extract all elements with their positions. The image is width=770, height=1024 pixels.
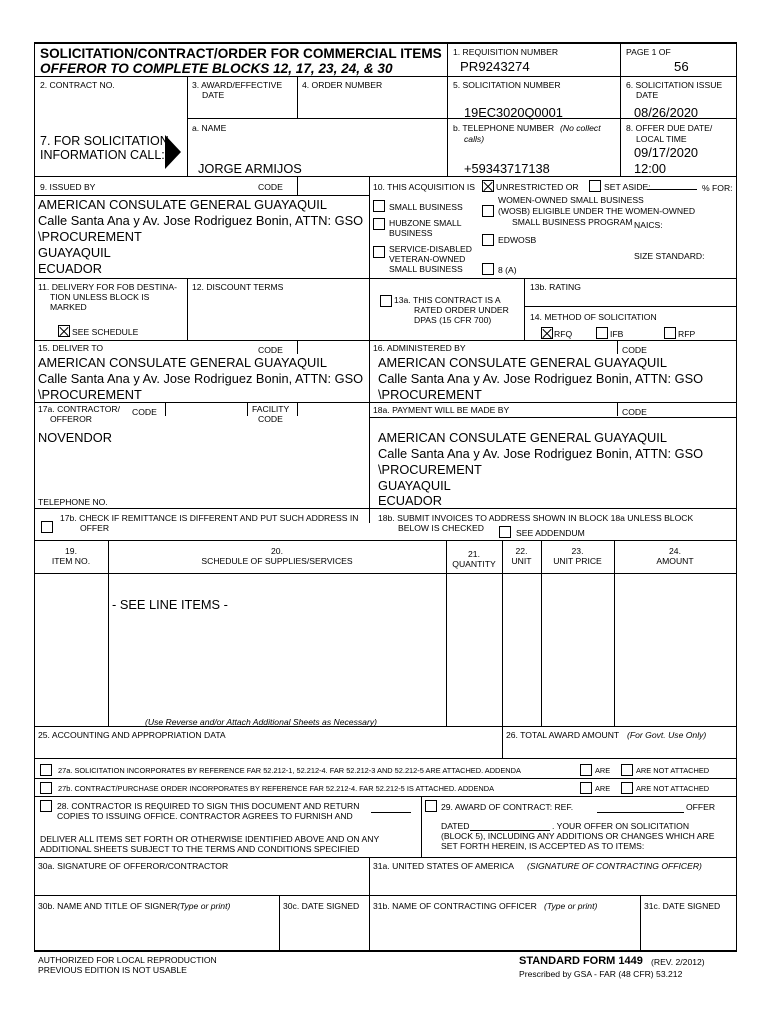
address-line: AMERICAN CONSULATE GENERAL GUAYAQUIL bbox=[378, 355, 667, 370]
col-supplies-label: SCHEDULE OF SUPPLIES/SERVICES bbox=[201, 556, 353, 566]
address-line: \PROCUREMENT bbox=[378, 387, 482, 402]
telephone-no-label: TELEPHONE NO. bbox=[38, 497, 108, 507]
administered-by-label: 16. ADMINISTERED BY bbox=[373, 343, 466, 353]
col-unit-num: 22. bbox=[515, 546, 528, 556]
arrow-right-icon bbox=[165, 135, 181, 169]
wosb-checkbox[interactable] bbox=[482, 205, 494, 217]
award-date-label: 3. AWARD/EFFECTIVE bbox=[192, 80, 283, 90]
issue-date-label: 6. SOLICITATION ISSUE bbox=[626, 80, 723, 90]
footer-previous-edition: PREVIOUS EDITION IS NOT USABLE bbox=[38, 965, 187, 975]
prescribed-by: Prescribed by GSA - FAR (48 CFR) 53.212 bbox=[519, 969, 683, 979]
small-business-label: SMALL BUSINESS bbox=[389, 202, 463, 212]
deliver-to-label: 15. DELIVER TO bbox=[38, 343, 104, 353]
contact-name-value[interactable]: JORGE ARMIJOS bbox=[198, 161, 302, 176]
delivery-fob-label: 11. DELIVERY FOR FOB DESTINA- bbox=[38, 282, 177, 292]
offer-due-label: 8. OFFER DUE DATE/ bbox=[626, 123, 713, 133]
schedule-footnote: (Use Reverse and/or Attach Additional Sheets as Necessary) bbox=[145, 717, 377, 727]
sdvosb-label-2: VETERAN-OWNED bbox=[389, 254, 466, 264]
see-schedule-checkbox[interactable] bbox=[58, 325, 70, 337]
solicitation-number-label: 5. SOLICITATION NUMBER bbox=[453, 80, 561, 90]
27b-are-label: ARE bbox=[595, 784, 611, 793]
contracting-officer-name-label: 31b. NAME OF CONTRACTING OFFICER bbox=[373, 901, 537, 911]
issued-by-label: 9. ISSUED BY bbox=[40, 182, 96, 192]
usa-signature-label: 31a. UNITED STATES OF AMERICA bbox=[373, 861, 515, 871]
col-item-label: ITEM NO. bbox=[51, 556, 91, 566]
address-line: \PROCUREMENT bbox=[38, 387, 142, 402]
address-line: \PROCUREMENT bbox=[378, 462, 482, 477]
wosb-label-2: (WOSB) ELIGIBLE UNDER THE WOMEN-OWNED bbox=[498, 206, 696, 216]
col-supplies-num: 20. bbox=[271, 546, 283, 556]
remittance-label: 17b. CHECK IF REMITTANCE IS DIFFERENT AND PUT SUCH ADDRESS IN bbox=[60, 513, 359, 523]
col-quantity-num: 21. bbox=[468, 549, 480, 559]
rated-order-checkbox[interactable] bbox=[380, 295, 392, 307]
see-addendum-label: SEE ADDENDUM bbox=[516, 528, 585, 538]
delivery-fob-label-3: MARKED bbox=[50, 302, 87, 312]
award-checkbox[interactable] bbox=[425, 800, 437, 812]
telephone-label: b. TELEPHONE NUMBER bbox=[453, 123, 555, 133]
address-line: AMERICAN CONSULATE GENERAL GUAYAQUIL bbox=[38, 355, 327, 370]
award-dated-label: DATED bbox=[441, 821, 470, 831]
see-schedule-label: SEE SCHEDULE bbox=[72, 327, 139, 337]
discount-terms-label: 12. DISCOUNT TERMS bbox=[192, 282, 284, 292]
facility-code-label-2: CODE bbox=[258, 414, 283, 424]
offeror-date-signed-label: 30c. DATE SIGNED bbox=[283, 901, 360, 911]
contracting-officer-name-note: (Type or print) bbox=[544, 901, 598, 911]
col-amount-label: AMOUNT bbox=[656, 556, 694, 566]
remittance-label-2: OFFER bbox=[80, 523, 110, 533]
rated-order-label: 13a. THIS CONTRACT IS A bbox=[394, 295, 501, 305]
sdvosb-label: SERVICE-DISABLED bbox=[389, 244, 472, 254]
officer-date-signed-label: 31c. DATE SIGNED bbox=[644, 901, 721, 911]
rated-order-label-2: RATED ORDER UNDER bbox=[414, 305, 509, 315]
issue-date-label-2: DATE bbox=[636, 90, 659, 100]
method-label: 14. METHOD OF SOLICITATION bbox=[530, 312, 657, 322]
facility-code-label: FACILITY bbox=[252, 404, 290, 414]
edwosb-label: EDWOSB bbox=[498, 235, 537, 245]
clause-28-line-3: DELIVER ALL ITEMS SET FORTH OR OTHERWISE IDENTIFIED ABOVE AND ON ANY bbox=[40, 834, 380, 844]
award-label: 29. AWARD OF CONTRACT: REF. bbox=[441, 802, 574, 812]
remittance-checkbox[interactable] bbox=[41, 521, 53, 533]
clause-28-line-2: COPIES TO ISSUING OFFICE. CONTRACTOR AGREES TO FURNISH AND bbox=[57, 811, 353, 821]
rfp-checkbox[interactable] bbox=[664, 327, 676, 339]
contractor-sign-checkbox[interactable] bbox=[40, 800, 52, 812]
contract-no-label: 2. CONTRACT NO. bbox=[40, 80, 115, 90]
col-unit-price-label: UNIT PRICE bbox=[553, 556, 602, 566]
signer-name-note: (Type or print) bbox=[177, 901, 231, 911]
address-line: Calle Santa Ana y Av. Jose Rodriguez Bonin, ATTN: GSO bbox=[378, 446, 704, 461]
payment-code-label: CODE bbox=[622, 407, 647, 417]
offer-due-time[interactable]: 12:00 bbox=[634, 161, 667, 176]
form-title: SOLICITATION/CONTRACT/ORDER FOR COMMERCIAL ITEMS bbox=[40, 46, 442, 61]
footer-local-reproduction: AUTHORIZED FOR LOCAL REPRODUCTION bbox=[38, 955, 217, 965]
clause-27b-checkbox[interactable] bbox=[40, 782, 52, 794]
form-subtitle: OFFEROR TO COMPLETE BLOCKS 12, 17, 23, 24, & 30 bbox=[40, 61, 393, 76]
sdvosb-label-3: SMALL BUSINESS bbox=[389, 264, 463, 274]
size-standard-label: SIZE STANDARD: bbox=[634, 251, 705, 261]
naics-label: NAICS: bbox=[634, 220, 663, 230]
order-number-label: 4. ORDER NUMBER bbox=[302, 80, 383, 90]
award-line-4: SET FORTH HEREIN, IS ACCEPTED AS TO ITEMS: bbox=[441, 841, 645, 851]
address-line: \PROCUREMENT bbox=[38, 229, 142, 244]
invoice-label: 18b. SUBMIT INVOICES TO ADDRESS SHOWN IN BLOCK 18a UNLESS BLOCK bbox=[378, 513, 694, 523]
offeror-signature-label: 30a. SIGNATURE OF OFFEROR/CONTRACTOR bbox=[38, 861, 229, 871]
see-addendum-checkbox[interactable] bbox=[499, 526, 511, 538]
wosb-label-3: SMALL BUSINESS PROGRAM bbox=[512, 217, 633, 227]
total-award-label: 26. TOTAL AWARD AMOUNT bbox=[506, 730, 620, 740]
27a-are-label: ARE bbox=[595, 766, 611, 775]
address-line: GUAYAQUIL bbox=[38, 245, 111, 260]
rated-order-label-3: DPAS (15 CFR 700) bbox=[414, 315, 492, 325]
award-line-3: (BLOCK 5), INCLUDING ANY ADDITIONS OR CHANGES WHICH ARE bbox=[441, 831, 715, 841]
page-count-value: 56 bbox=[674, 59, 689, 74]
rfp-label: RFP bbox=[678, 329, 696, 339]
col-amount-num: 24. bbox=[669, 546, 681, 556]
27b-are-checkbox[interactable] bbox=[580, 782, 592, 794]
unrestricted-label: UNRESTRICTED OR bbox=[496, 182, 579, 192]
contact-name-label: a. NAME bbox=[192, 123, 227, 133]
ifb-label: IFB bbox=[610, 329, 624, 339]
unrestricted-checkbox[interactable] bbox=[482, 180, 494, 192]
usa-signature-note: (SIGNATURE OF CONTRACTING OFFICER) bbox=[527, 861, 702, 871]
see-line-items: - SEE LINE ITEMS - bbox=[112, 597, 228, 612]
accounting-label: 25. ACCOUNTING AND APPROPRIATION DATA bbox=[38, 730, 226, 740]
address-line: ECUADOR bbox=[378, 493, 442, 508]
col-item-num: 19. bbox=[65, 546, 77, 556]
percent-for-label: % FOR: bbox=[702, 183, 733, 193]
contractor-label: 17a. CONTRACTOR/ bbox=[38, 404, 120, 414]
telephone-note-2: calls) bbox=[464, 134, 485, 144]
clause-27b-text: 27b. CONTRACT/PURCHASE ORDER INCORPORATES BY REFERENCE FAR 52.212-4. FAR 52.212-5 IS ATTACHED. ADDENDA bbox=[58, 784, 495, 793]
total-award-note: (For Govt. Use Only) bbox=[627, 730, 707, 740]
solicitation-info-label-2: INFORMATION CALL: bbox=[40, 148, 165, 162]
delivery-fob-label-2: TION UNLESS BLOCK IS bbox=[50, 292, 150, 302]
hubzone-label: HUBZONE SMALL bbox=[389, 218, 462, 228]
requisition-number-value[interactable]: PR9243274 bbox=[460, 59, 530, 74]
offer-due-date[interactable]: 09/17/2020 bbox=[634, 145, 699, 160]
contractor-code-label: CODE bbox=[132, 407, 157, 417]
contractor-value[interactable]: NOVENDOR bbox=[38, 430, 112, 445]
edwosb-checkbox[interactable] bbox=[482, 234, 494, 246]
award-date-label-2: DATE bbox=[202, 90, 225, 100]
clause-27a-checkbox[interactable] bbox=[40, 764, 52, 776]
clause-28-line-1: 28. CONTRACTOR IS REQUIRED TO SIGN THIS DOCUMENT AND RETURN bbox=[57, 801, 360, 811]
address-line: GUAYAQUIL bbox=[378, 478, 451, 493]
address-line: Calle Santa Ana y Av. Jose Rodriguez Bonin, ATTN: GSO bbox=[378, 371, 704, 386]
small-business-checkbox[interactable] bbox=[373, 200, 385, 212]
administered-by-code-label: CODE bbox=[622, 345, 647, 355]
payment-label: 18a. PAYMENT WILL BE MADE BY bbox=[373, 405, 510, 415]
award-offer-label: OFFER bbox=[686, 802, 716, 812]
col-unit-price-num: 23. bbox=[571, 546, 584, 556]
issue-date-value[interactable]: 08/26/2020 bbox=[634, 105, 699, 120]
page-label: PAGE 1 OF bbox=[626, 47, 671, 57]
offeror-signature-field[interactable] bbox=[34, 872, 369, 894]
deliver-to-code-label: CODE bbox=[258, 345, 283, 355]
rating-label: 13b. RATING bbox=[530, 282, 581, 292]
contractor-label-2: OFFEROR bbox=[50, 414, 93, 424]
clause-27a-text: 27a. SOLICITATION INCORPORATES BY REFERENCE FAR 52.212-1, 52.212-4. FAR 52.212-3 AND 52.212-5 ARE ATTACHED. ADDENDA bbox=[58, 766, 521, 775]
sdvosb-checkbox[interactable] bbox=[373, 246, 385, 258]
address-line: Calle Santa Ana y Av. Jose Rodriguez Bonin, ATTN: GSO bbox=[38, 371, 364, 386]
27a-are-checkbox[interactable] bbox=[580, 764, 592, 776]
set-aside-checkbox[interactable] bbox=[589, 180, 601, 192]
requisition-number-label: 1. REQUISITION NUMBER bbox=[453, 47, 559, 57]
address-line: AMERICAN CONSULATE GENERAL GUAYAQUIL bbox=[38, 197, 327, 212]
form-name: STANDARD FORM 1449 bbox=[519, 955, 643, 967]
address-line: ECUADOR bbox=[38, 261, 102, 276]
solicitation-info-label: 7. FOR SOLICITATION bbox=[40, 134, 169, 148]
rfq-label: RFQ bbox=[554, 329, 573, 339]
signer-name-label: 30b. NAME AND TITLE OF SIGNER bbox=[38, 901, 178, 911]
hubzone-label-2: BUSINESS bbox=[389, 228, 433, 238]
hubzone-checkbox[interactable] bbox=[373, 218, 385, 230]
wosb-label: WOMEN-OWNED SMALL BUSINESS bbox=[498, 195, 644, 205]
acquisition-label: 10. THIS ACQUISITION IS bbox=[373, 182, 476, 192]
clause-28-line-4: ADDITIONAL SHEETS SUBJECT TO THE TERMS AND CONDITIONS SPECIFIED bbox=[40, 844, 360, 854]
contracting-officer-signature-field[interactable] bbox=[370, 872, 736, 894]
col-unit-label: UNIT bbox=[511, 556, 532, 566]
award-line-2: . YOUR OFFER ON SOLICITATION bbox=[552, 821, 690, 831]
ifb-checkbox[interactable] bbox=[596, 327, 608, 339]
col-quantity-label: QUANTITY bbox=[452, 559, 496, 569]
offer-due-label-2: LOCAL TIME bbox=[636, 134, 687, 144]
solicitation-number-value[interactable]: 19EC3020Q0001 bbox=[464, 105, 563, 120]
issued-by-code-label: CODE bbox=[258, 182, 283, 192]
27b-are-not-label: ARE NOT ATTACHED bbox=[636, 784, 710, 793]
telephone-note: (No collect bbox=[560, 123, 601, 133]
27a-are-not-label: ARE NOT ATTACHED bbox=[636, 766, 710, 775]
set-aside-label: SET ASIDE: bbox=[604, 182, 651, 192]
27a-are-not-checkbox[interactable] bbox=[621, 764, 633, 776]
address-line: AMERICAN CONSULATE GENERAL GUAYAQUIL bbox=[378, 430, 667, 445]
address-line: Calle Santa Ana y Av. Jose Rodriguez Bonin, ATTN: GSO bbox=[38, 213, 364, 228]
27b-are-not-checkbox[interactable] bbox=[621, 782, 633, 794]
telephone-value[interactable]: +59343717138 bbox=[464, 161, 550, 176]
eight-a-label: 8 (A) bbox=[498, 265, 517, 275]
form-revision: (REV. 2/2012) bbox=[651, 957, 705, 967]
rfq-checkbox[interactable] bbox=[541, 327, 553, 339]
invoice-label-2: BELOW IS CHECKED bbox=[398, 523, 484, 533]
eight-a-checkbox[interactable] bbox=[482, 263, 494, 275]
